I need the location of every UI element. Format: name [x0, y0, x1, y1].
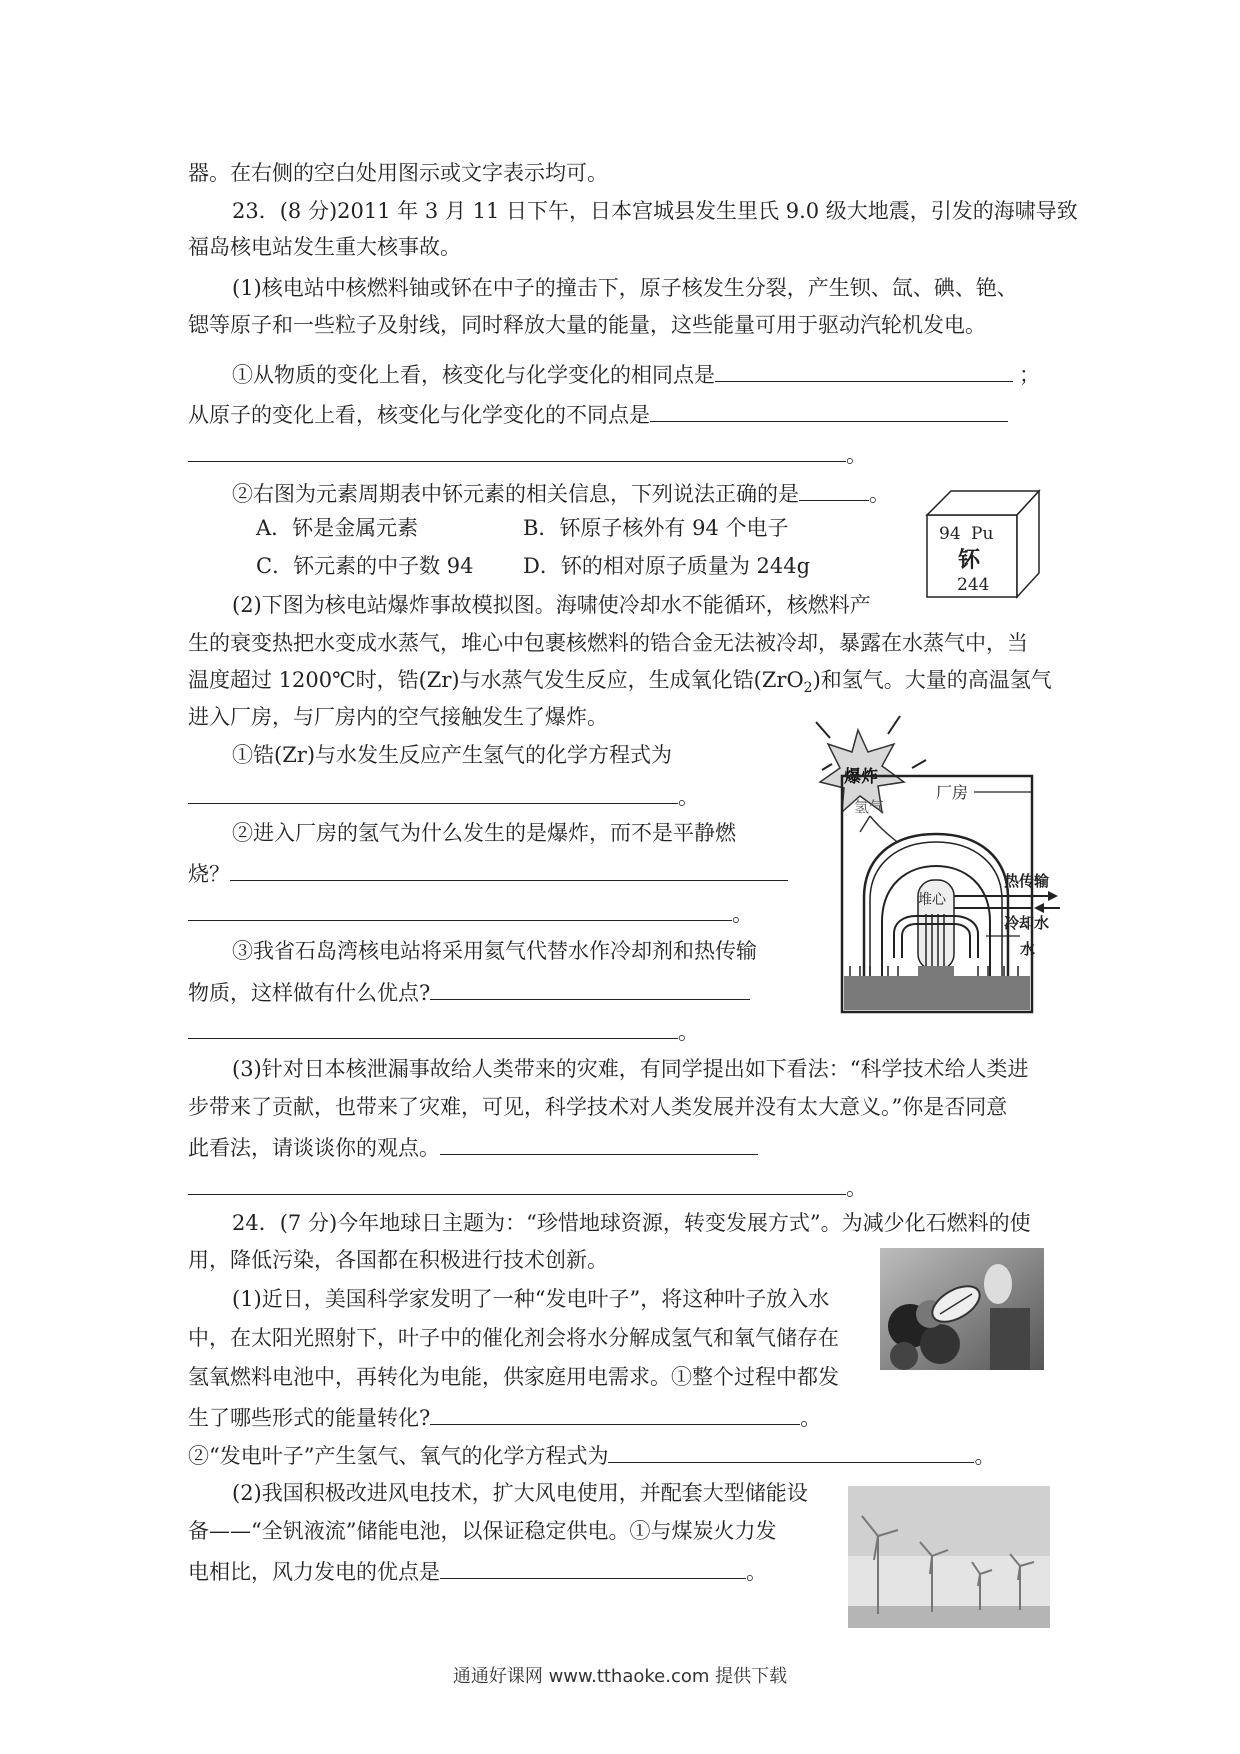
punctuation: 。 — [800, 1406, 822, 1430]
text-line: (2)我国积极改进风电技术，扩大风电使用，并配套大型储能设 — [232, 1481, 808, 1505]
text-line — [188, 1554, 767, 1587]
punctuation: 。 — [678, 785, 699, 809]
text-line — [188, 975, 750, 1008]
text-line: 锶等原子和一些粒子及射线，同时释放大量的能量，这些能量可用于驱动汽轮机发电。 — [188, 313, 986, 337]
text-line: ②进入厂房的氢气为什么发生的是爆炸，而不是平静燃 — [232, 821, 736, 845]
answer-blank[interactable] — [188, 1014, 678, 1039]
text-line: (2)下图为核电站爆炸事故模拟图。海啸使冷却水不能循环，核燃料产 — [232, 593, 871, 617]
option-a: A．钚是金属元素 — [256, 516, 419, 540]
subscript: 2 — [803, 680, 813, 697]
text-line: 中，在太阳光照射下，叶子中的催化剂会将水分解成氢气和氧气储存在 — [188, 1326, 839, 1350]
punctuation: 。 — [732, 902, 753, 926]
text-line — [188, 397, 1008, 430]
text-line — [188, 437, 867, 470]
text-line: 进入厂房，与厂房内的空气接触发生了爆炸。 — [188, 705, 608, 729]
answer-blank[interactable] — [430, 975, 750, 1000]
punctuation: 。 — [746, 1560, 767, 1584]
water-label: 水 — [1020, 940, 1036, 958]
element-name: 钚 — [958, 547, 981, 573]
atomic-number: 94 — [939, 524, 961, 544]
answer-blank[interactable] — [440, 1130, 758, 1155]
answer-blank[interactable] — [608, 1438, 974, 1463]
text-line: (1)近日，美国科学家发明了一种“发电叶子”，将这种叶子放入水 — [232, 1287, 830, 1311]
text-part: )和氢气。大量的高温氢气 — [812, 668, 1052, 692]
option-c: C．钚元素的中子数 94 — [256, 554, 474, 578]
prompt-text: 电相比，风力发电的优点是 — [188, 1560, 440, 1584]
cooling-water-label: 冷却水 — [1004, 914, 1050, 932]
answer-blank[interactable] — [188, 779, 678, 804]
core-label: 堆心 — [918, 892, 946, 908]
text-line — [188, 1438, 995, 1471]
prompt-text: ①从物质的变化上看，核变化与化学变化的相同点是 — [232, 363, 715, 387]
text-line: ①锆(Zr)与水发生反应产生氢气的化学方程式为 — [232, 743, 673, 767]
option-b: B．钚原子核外有 94 个电子 — [523, 516, 789, 540]
building-label: 厂房 — [936, 783, 969, 802]
text-line: 步带来了贡献，也带来了灾难，可见，科学技术对人类发展并没有太大意义。”你是否同意 — [188, 1095, 1008, 1119]
text-line: 备——“全钒液流”储能电池，以保证稳定供电。①与煤炭火力发 — [188, 1519, 777, 1543]
punctuation: 。 — [678, 1020, 699, 1044]
punctuation: 。 — [846, 443, 867, 467]
answer-blank[interactable] — [715, 357, 1013, 382]
option-d: D．钚的相对原子质量为 244g — [523, 554, 811, 578]
prompt-text: 生了哪些形式的能量转化? — [188, 1406, 431, 1430]
answer-blank[interactable] — [440, 1554, 746, 1579]
atomic-mass: 244 — [957, 575, 990, 595]
answer-blank[interactable] — [799, 476, 869, 501]
text-line — [188, 1130, 758, 1163]
text-line — [232, 476, 890, 509]
wind-farm-photo — [848, 1486, 1050, 1628]
text-line — [188, 856, 788, 889]
punctuation: 。 — [974, 1444, 996, 1468]
explosion-label: 爆炸 — [844, 767, 878, 787]
power-leaf-photo — [880, 1248, 1044, 1370]
prompt-text: 烧？ — [188, 862, 230, 886]
text-line — [232, 357, 1040, 390]
punctuation: 。 — [846, 1176, 867, 1200]
text-part: 温度超过 1200℃时，锆(Zr)与水蒸气发生反应，生成氧化锆(ZrO — [188, 668, 804, 692]
answer-blank[interactable] — [430, 1400, 800, 1425]
page-footer: 通通好课网 www.tthaoke.com 提供下载 — [452, 1666, 788, 1687]
heat-transfer-label: 热传输 — [1004, 872, 1050, 890]
prompt-text: ②“发电叶子”产生氢气、氧气的化学方程式为 — [188, 1444, 609, 1468]
punctuation: 。 — [869, 482, 890, 506]
text-line: 器。在右侧的空白处用图示或文字表示均可。 — [188, 161, 608, 185]
answer-blank[interactable] — [230, 856, 788, 881]
question-24-heading: 24．(7 分)今年地球日主题为：“珍惜地球资源，转变发展方式”。为减少化石燃料的使 — [232, 1211, 1031, 1235]
prompt-text: 物质，这样做有什么优点? — [188, 981, 431, 1005]
prompt-text: 从原子的变化上看，核变化与化学变化的不同点是 — [188, 403, 650, 427]
text-line — [188, 779, 699, 812]
text-line — [188, 896, 753, 929]
answer-blank[interactable] — [188, 1170, 846, 1195]
punctuation: ； — [1019, 363, 1040, 387]
text-line: (1)核电站中核燃料铀或钚在中子的撞击下，原子核发生分裂，产生钡、氙、碘、铯、 — [232, 276, 1018, 300]
text-line — [188, 665, 1052, 703]
text-line: 氢氧燃料电池中，再转化为电能，供家庭用电需求。①整个过程中都发 — [188, 1365, 839, 1389]
text-line: 生的衰变热把水变成水蒸气，堆心中包裹核燃料的锆合金无法被冷却，暴露在水蒸气中，当 — [188, 631, 1028, 655]
text-line: 福岛核电站发生重大核事故。 — [188, 235, 461, 259]
text-line — [188, 1170, 867, 1203]
answer-blank[interactable] — [650, 397, 1008, 422]
text-line: ③我省石岛湾核电站将采用氦气代替水作冷却剂和热传输 — [232, 939, 757, 963]
plutonium-element-card — [925, 487, 1041, 599]
element-symbol: Pu — [971, 524, 994, 544]
reactor-explosion-diagram — [808, 708, 1064, 1016]
text-line — [188, 1400, 821, 1433]
text-line: 用，降低污染，各国都在积极进行技术创新。 — [188, 1248, 608, 1272]
prompt-text: ②右图为元素周期表中钚元素的相关信息，下列说法正确的是 — [232, 482, 799, 506]
text-line: (3)针对日本核泄漏事故给人类带来的灾难，有同学提出如下看法：“科学技术给人类进 — [232, 1057, 1029, 1081]
answer-blank[interactable] — [188, 896, 732, 921]
hydrogen-label: 氢气 — [854, 798, 885, 816]
prompt-text: 此看法，请谈谈你的观点。 — [188, 1136, 440, 1160]
text-line — [188, 1014, 699, 1047]
question-23-heading: 23．(8 分)2011 年 3 月 11 日下午，日本宫城县发生里氏 9.0 级大地震，引发的海啸导致 — [232, 199, 1078, 223]
answer-blank[interactable] — [188, 437, 846, 462]
